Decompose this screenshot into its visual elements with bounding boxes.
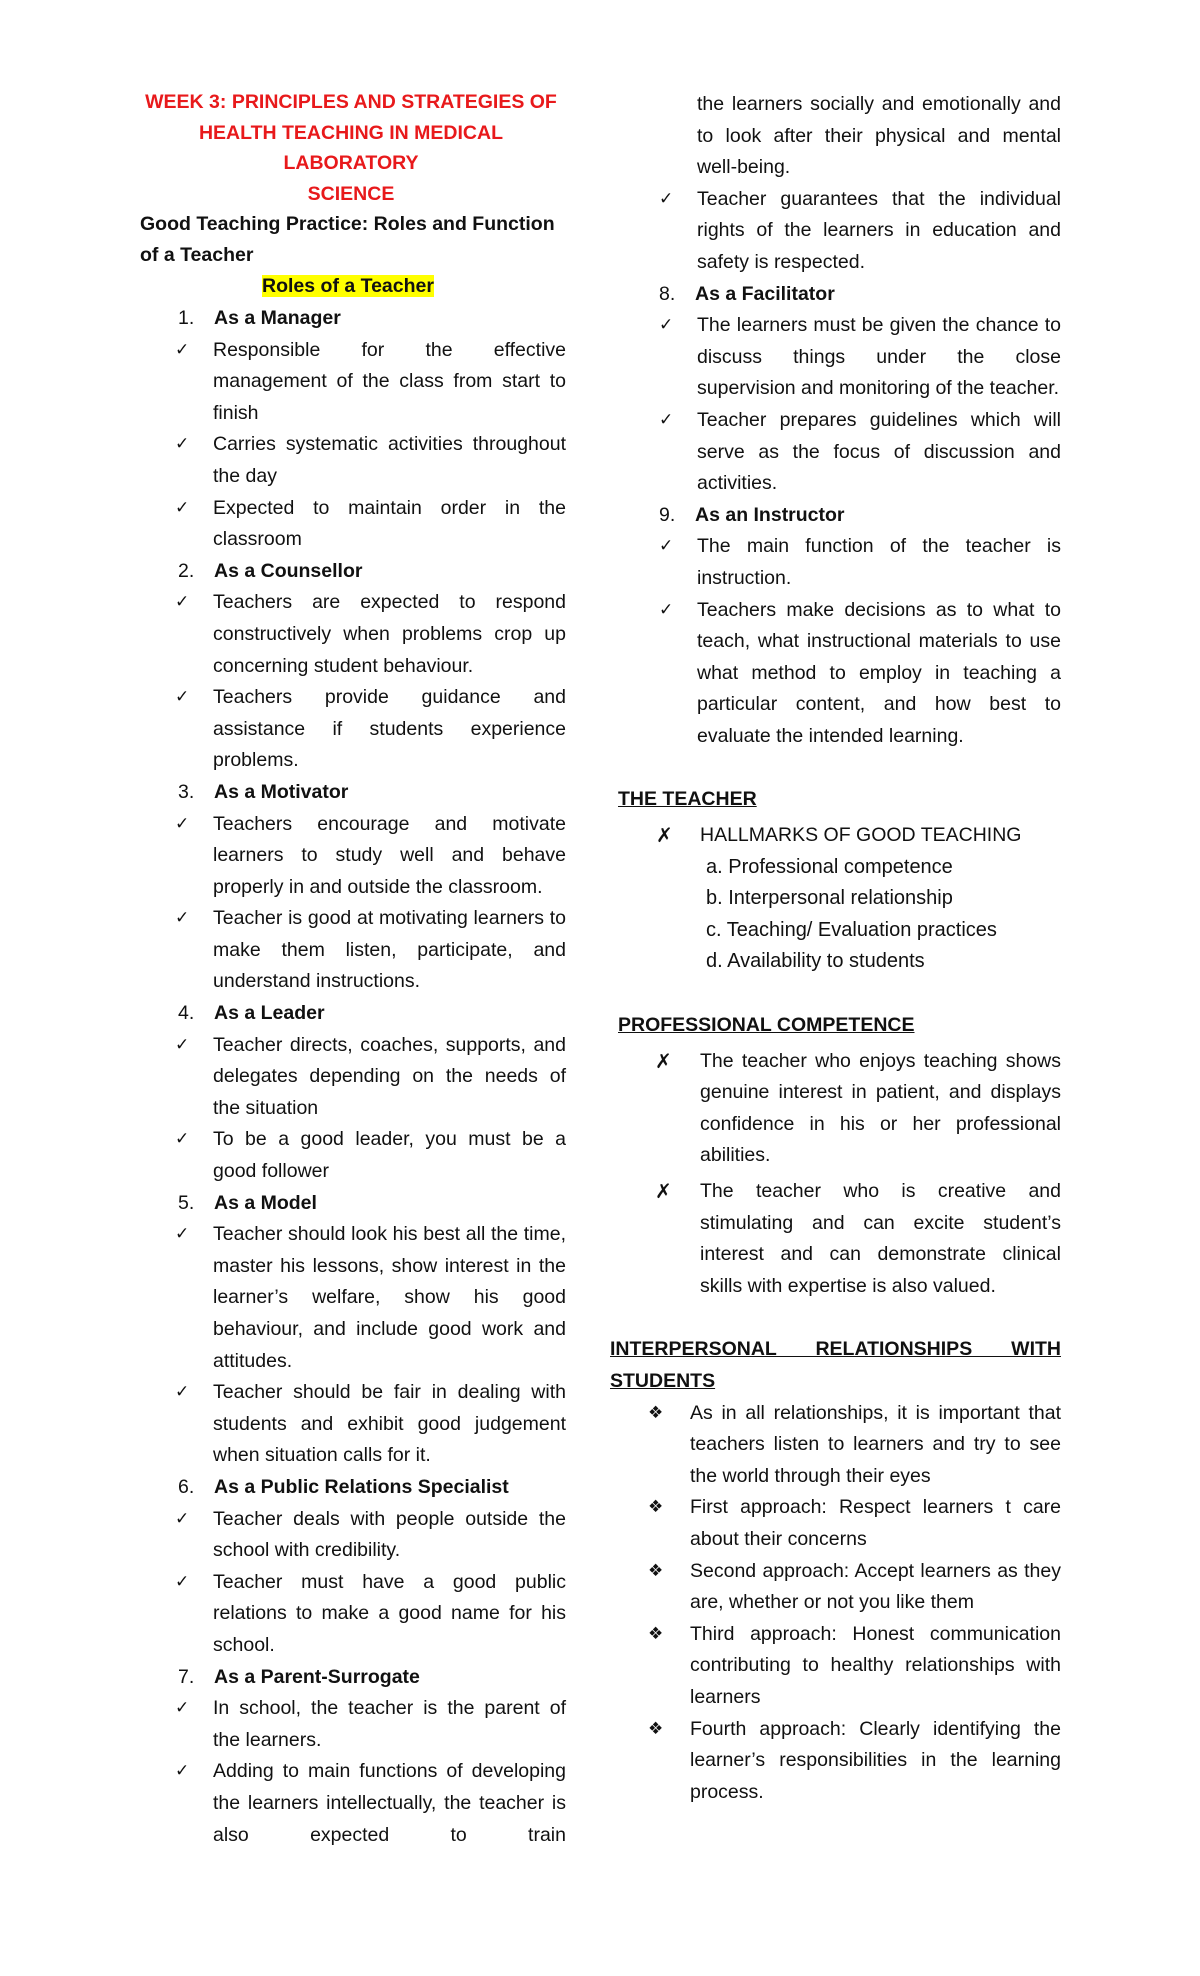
interpersonal-point: ❖ As in all relationships, it is important that teachers listen to learners and try to see the world through their eyes [610, 1398, 1061, 1493]
role-point: ✓ To be a good leader, you must be a good follower [140, 1124, 566, 1187]
role-number: 6. [178, 1475, 195, 1498]
interpersonal-section [610, 1334, 1061, 1808]
check-mark-icon: ✓ [175, 1129, 190, 1150]
cross-mark-icon: ✗ [655, 1179, 672, 1203]
check-mark-icon: ✓ [659, 536, 674, 557]
the-teacher-heading: THE TEACHER [618, 788, 757, 811]
role-point: ✓ Teacher should be fair in dealing with students and exhibit good judgement when situation calls for it. [140, 1377, 566, 1472]
role-heading [140, 777, 566, 809]
role-number: 7. [178, 1665, 195, 1688]
interpersonal-point: ❖ First approach: Respect learners t care about their concerns [610, 1492, 1061, 1555]
role-heading [140, 998, 566, 1030]
role-heading [140, 303, 566, 335]
role-number: 4. [178, 1002, 195, 1025]
role-title: As a Parent-Surrogate [214, 1665, 420, 1688]
role-number: 9. [659, 503, 676, 526]
check-mark-icon: ✓ [175, 1571, 190, 1592]
role-point: ✓ Teacher prepares guidelines which will serve as the focus of discussion and activities. [627, 405, 1061, 500]
role-title: As a Manager [214, 307, 341, 329]
role-point: ✓ Teachers encourage and motivate learners to study well and behave properly in and outside the classroom. [140, 809, 566, 904]
interpersonal-point: ❖ Second approach: Accept learners as they are, whether or not you like them [610, 1556, 1061, 1619]
role-point: ✓ Carries systematic activities throughout the day [140, 429, 566, 492]
check-mark-icon: ✓ [175, 1382, 190, 1403]
check-mark-icon: ✓ [659, 315, 674, 336]
role-heading [140, 556, 566, 588]
roles-list-part-2 [627, 89, 1061, 752]
hallmark-subitem: d. Availability to students [706, 950, 925, 973]
role-point-continued: the learners socially and emotionally and to look after their physical and mental well-being. [697, 93, 1061, 179]
role-point: ✓ Teacher deals with people outside the school with credibility. [140, 1504, 566, 1567]
role-heading [627, 279, 1061, 311]
diamond-bullet-icon: ❖ [648, 1623, 664, 1644]
subtitle: Good Teaching Practice: Roles and Function of a Teacher [140, 213, 555, 266]
role-number: 3. [178, 780, 195, 803]
role-title: As a Counsellor [214, 559, 363, 582]
check-mark-icon: ✓ [175, 434, 190, 455]
role-point: ✓ The main function of the teacher is instruction. [627, 531, 1061, 594]
cross-mark-icon: ✗ [655, 1048, 672, 1073]
role-point: ✓ Teachers provide guidance and assistance if students experience problems. [140, 682, 566, 777]
check-mark-icon: ✓ [175, 1508, 190, 1529]
check-mark-icon: ✓ [175, 1761, 190, 1782]
role-point: ✓ Teacher must have a good public relations to make a good name for his school. [140, 1567, 566, 1662]
role-point: ✓ The learners must be given the chance to discuss things under the close supervision and monitoring of the teacher. [627, 310, 1061, 405]
cross-mark-icon: ✗ [656, 823, 673, 848]
roles-list-part-1 [140, 303, 566, 1851]
role-point: ✓ Adding to main functions of developing the learners intellectually, the teacher is also expected to train [140, 1756, 566, 1851]
competence-point: ✗ The teacher who is creative and stimulating and can excite student’s interest and can demonstrate clinical skills with expertise is also valued. [618, 1176, 1061, 1302]
role-number: 1. [178, 307, 195, 329]
diamond-bullet-icon: ❖ [648, 1718, 664, 1739]
left-column [140, 87, 566, 1851]
role-point: ✓ Teachers are expected to respond constructively when problems crop up concerning student behaviour. [140, 587, 566, 682]
check-mark-icon: ✓ [175, 1224, 190, 1245]
competence-point: ✗ The teacher who enjoys teaching shows genuine interest in patient, and displays confidence in his or her professional abilities. [618, 1046, 1061, 1172]
role-title: As a Public Relations Specialist [214, 1475, 509, 1498]
role-number: 2. [178, 559, 195, 582]
professional-competence-section [618, 1010, 1061, 1302]
role-point: ✓ Teacher guarantees that the individual rights of the learners in education and safety is respected. [627, 184, 1061, 279]
the-teacher-section [618, 784, 1061, 978]
role-number: 5. [178, 1191, 195, 1214]
highlighted-heading: Roles of a Teacher [262, 275, 434, 297]
hallmark-subitem: a. Professional competence [706, 855, 953, 878]
role-heading [627, 500, 1061, 532]
check-mark-icon: ✓ [175, 497, 190, 518]
role-title: As an Instructor [695, 503, 845, 526]
diamond-bullet-icon: ❖ [648, 1402, 664, 1423]
interpersonal-heading: INTERPERSONAL RELATIONSHIPS WITH [610, 1338, 1061, 1361]
role-point: ✓ Teacher should look his best all the time, master his lessons, show interest in the learner’s welfare, show his good behaviour, and include good work and attitudes. [140, 1219, 566, 1377]
hallmark-subitem: c. Teaching/ Evaluation practices [706, 918, 997, 941]
check-mark-icon: ✓ [175, 1034, 190, 1055]
role-number: 8. [659, 282, 676, 305]
role-point: ✓ Responsible for the effective management of the class from start to finish [140, 335, 566, 430]
check-mark-icon: ✓ [175, 592, 190, 613]
interpersonal-point: ❖ Third approach: Honest communication contributing to healthy relationships with learners [610, 1619, 1061, 1714]
role-heading [140, 1188, 566, 1220]
check-mark-icon: ✓ [659, 599, 674, 620]
check-mark-icon: ✓ [175, 1698, 190, 1719]
role-point: ✓ Expected to maintain order in the classroom [140, 493, 566, 556]
role-title: As a Facilitator [695, 282, 835, 305]
role-heading [140, 1472, 566, 1504]
check-mark-icon: ✓ [175, 908, 190, 929]
role-point: ✓ In school, the teacher is the parent of the learners. [140, 1693, 566, 1756]
interpersonal-point: ❖ Fourth approach: Clearly identifying the learner’s responsibilities in the learning process. [610, 1714, 1061, 1809]
role-point: ✓ Teacher is good at motivating learners to make them listen, participate, and understand instructions. [140, 903, 566, 998]
check-mark-icon: ✓ [659, 188, 674, 209]
role-title: As a Motivator [214, 780, 349, 803]
diamond-bullet-icon: ❖ [648, 1560, 664, 1581]
hallmark-subitem: b. Interpersonal relationship [706, 887, 953, 910]
check-mark-icon: ✓ [659, 409, 674, 430]
role-point: ✓ Teacher directs, coaches, supports, and delegates depending on the needs of the situation [140, 1030, 566, 1125]
professional-competence-heading: PROFESSIONAL COMPETENCE [618, 1014, 915, 1037]
right-column [610, 89, 1061, 1808]
interpersonal-heading-cont: STUDENTS [610, 1369, 716, 1392]
role-heading [140, 1662, 566, 1694]
role-point: ✓ Teachers make decisions as to what to teach, what instructional materials to use what method to employ in teaching a particular content, and how best to evaluate the intended learning. [627, 595, 1061, 753]
diamond-bullet-icon: ❖ [648, 1497, 664, 1518]
check-mark-icon: ✓ [175, 813, 190, 834]
hallmarks-item: ✗ HALLMARKS OF GOOD TEACHING [618, 820, 1061, 852]
check-mark-icon: ✓ [175, 687, 190, 708]
document-title: WEEK 3: PRINCIPLES AND STRATEGIES OF HEALTH TEACHING IN MEDICAL LABORATORY SCIENCE [145, 91, 557, 205]
role-title: As a Model [214, 1191, 317, 1214]
hallmarks-subitems [618, 852, 1061, 978]
role-title: As a Leader [214, 1002, 325, 1025]
check-mark-icon: ✓ [175, 339, 190, 360]
